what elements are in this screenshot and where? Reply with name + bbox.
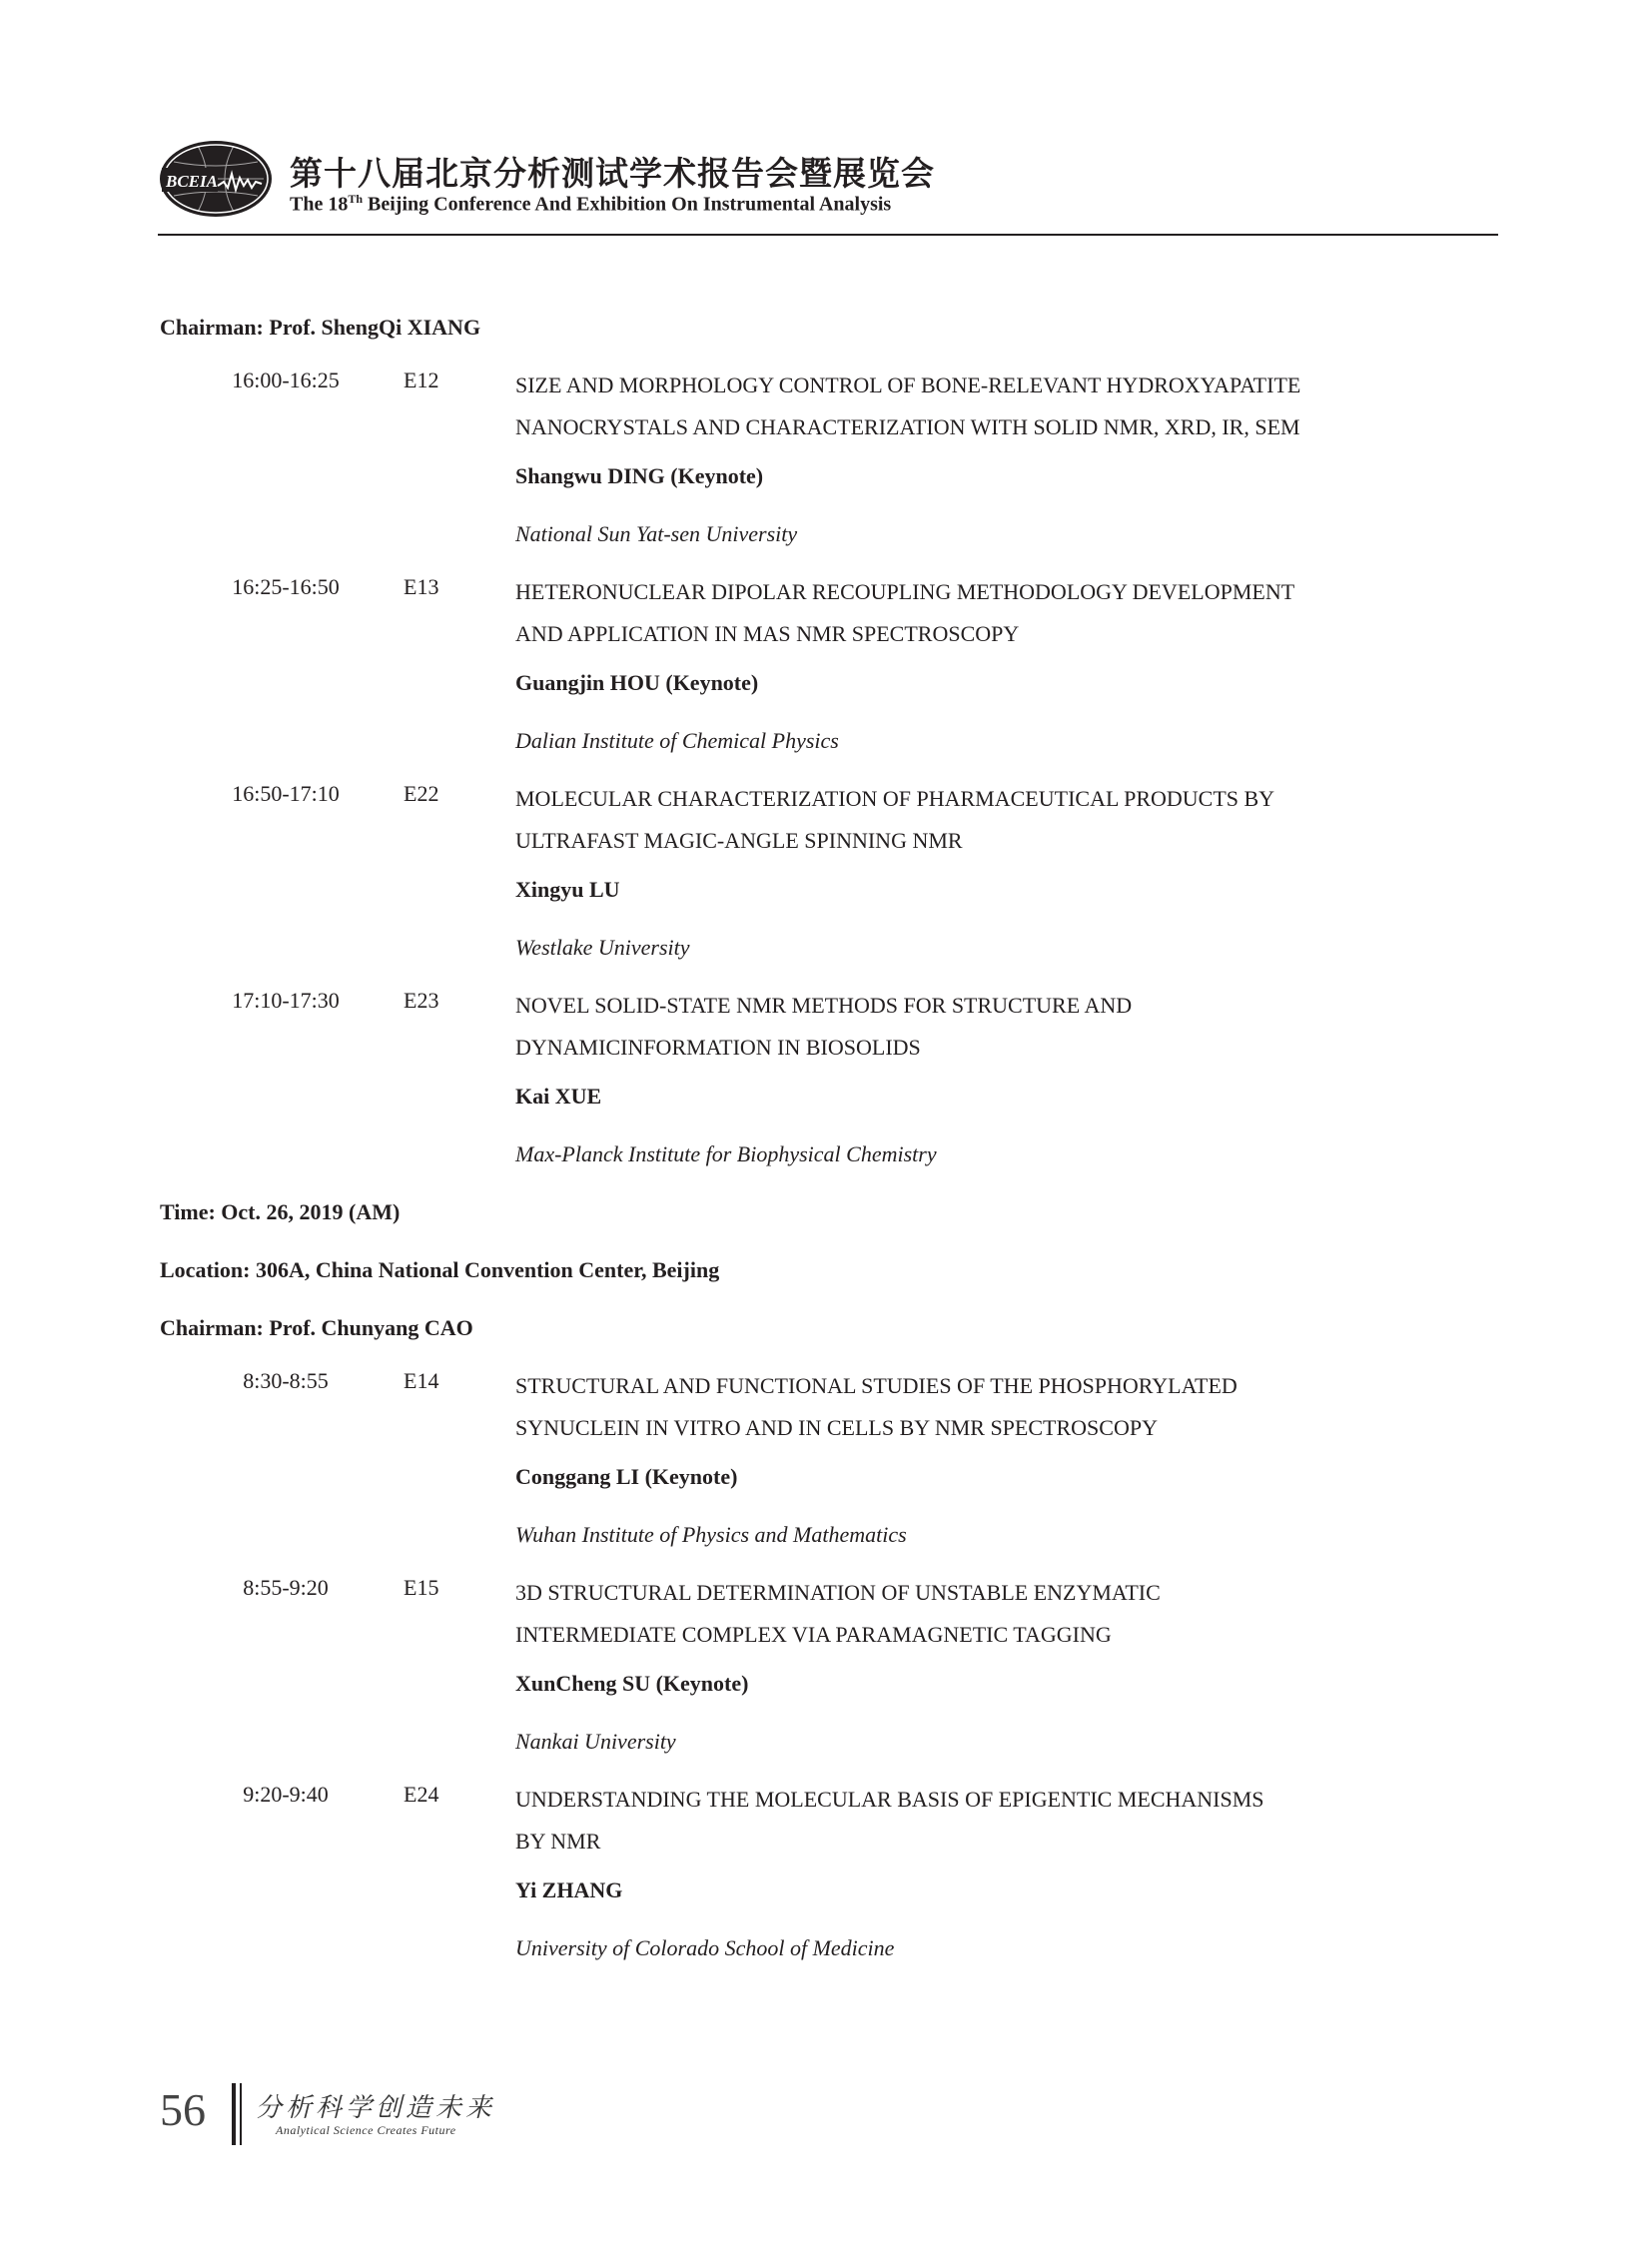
talk-item bbox=[160, 1572, 1458, 1784]
page-header bbox=[158, 138, 1498, 238]
talk-code: E23 bbox=[404, 988, 439, 1013]
talk-speaker: Kai XUE bbox=[515, 1084, 602, 1109]
talk-speaker: XunCheng SU (Keynote) bbox=[515, 1671, 749, 1696]
header-divider bbox=[158, 234, 1498, 236]
svg-text:BCEIA: BCEIA bbox=[166, 172, 218, 191]
talk-time: 16:00-16:25 bbox=[232, 368, 340, 392]
talk-code: E12 bbox=[404, 368, 439, 392]
talk-item bbox=[160, 1779, 1458, 1990]
page-number: 56 bbox=[160, 2084, 206, 2135]
talk-item bbox=[160, 1365, 1458, 1577]
program-content bbox=[160, 312, 1458, 1990]
talk-item bbox=[160, 985, 1458, 1196]
talk-code: E14 bbox=[404, 1368, 439, 1393]
talk-affiliation: Nankai University bbox=[515, 1729, 676, 1754]
session-chairman: Chairman: Prof. ShengQi XIANG bbox=[160, 315, 481, 340]
bceia-logo-icon bbox=[158, 138, 278, 220]
talk-time: 8:55-9:20 bbox=[243, 1575, 329, 1600]
talk-speaker: Shangwu DING (Keynote) bbox=[515, 463, 764, 488]
talk-title: UNDERSTANDING THE MOLECULAR BASIS OF EPIGENTIC MECHANISMS BY NMR bbox=[515, 1787, 1264, 1854]
conference-title-cn: 第十八届北京分析测试学术报告会暨展览会 bbox=[290, 154, 935, 193]
talk-speaker: Xingyu LU bbox=[515, 877, 620, 902]
talk-item bbox=[160, 571, 1458, 783]
talk-title: HETERONUCLEAR DIPOLAR RECOUPLING METHODOLOGY DEVELOPMENT AND APPLICATION IN MAS NMR SPECTROSCOPY bbox=[515, 579, 1295, 646]
talk-speaker: Conggang LI (Keynote) bbox=[515, 1464, 738, 1489]
talk-item bbox=[160, 778, 1458, 990]
talk-code: E13 bbox=[404, 574, 439, 599]
talk-affiliation: National Sun Yat-sen University bbox=[515, 521, 798, 546]
talk-speaker: Guangjin HOU (Keynote) bbox=[515, 670, 759, 695]
conference-title-en: The 18Th Beijing Conference And Exhibition On Instrumental Analysis bbox=[290, 192, 892, 216]
talk-time: 9:20-9:40 bbox=[243, 1782, 329, 1807]
session-location: Location: 306A, China National Convention Center, Beijing bbox=[160, 1257, 720, 1282]
talk-affiliation: University of Colorado School of Medicine bbox=[515, 1935, 895, 1960]
talk-title: 3D STRUCTURAL DETERMINATION OF UNSTABLE ENZYMATIC INTERMEDIATE COMPLEX VIA PARAMAGNETIC TAGGING bbox=[515, 1580, 1161, 1647]
talk-title: MOLECULAR CHARACTERIZATION OF PHARMACEUTICAL PRODUCTS BY ULTRAFAST MAGIC-ANGLE SPINNING NMR bbox=[515, 786, 1275, 853]
talk-affiliation: Max-Planck Institute for Biophysical Chemistry bbox=[515, 1141, 937, 1166]
talk-item bbox=[160, 365, 1458, 576]
talk-title: NOVEL SOLID-STATE NMR METHODS FOR STRUCTURE AND DYNAMICINFORMATION IN BIOSOLIDS bbox=[515, 993, 1133, 1060]
talk-code: E15 bbox=[404, 1575, 439, 1600]
talk-time: 17:10-17:30 bbox=[232, 988, 340, 1013]
talk-time: 16:25-16:50 bbox=[232, 574, 340, 599]
talk-code: E22 bbox=[404, 781, 439, 806]
footer-slogan-en: Analytical Science Creates Future bbox=[276, 2123, 456, 2137]
session-time: Time: Oct. 26, 2019 (AM) bbox=[160, 1199, 401, 1224]
talk-speaker: Yi ZHANG bbox=[515, 1877, 623, 1902]
talk-affiliation: Wuhan Institute of Physics and Mathematics bbox=[515, 1522, 907, 1547]
page-footer bbox=[160, 2079, 659, 2149]
talk-title: SIZE AND MORPHOLOGY CONTROL OF BONE-RELEVANT HYDROXYAPATITE NANOCRYSTALS AND CHARACTERIZATION WITH SOLID NMR, XRD, IR, SEM bbox=[515, 373, 1301, 439]
footer-divider bbox=[240, 2083, 242, 2145]
talk-affiliation: Dalian Institute of Chemical Physics bbox=[515, 728, 839, 753]
talk-time: 16:50-17:10 bbox=[232, 781, 340, 806]
session-chairman: Chairman: Prof. Chunyang CAO bbox=[160, 1315, 473, 1340]
footer-slogan-cn: 分析科学创造未来 bbox=[256, 2093, 496, 2123]
footer-divider bbox=[232, 2083, 236, 2145]
talk-title: STRUCTURAL AND FUNCTIONAL STUDIES OF THE PHOSPHORYLATED SYNUCLEIN IN VITRO AND IN CELLS BY NMR SPECTROSCOPY bbox=[515, 1373, 1238, 1440]
talk-time: 8:30-8:55 bbox=[243, 1368, 329, 1393]
talk-affiliation: Westlake University bbox=[515, 935, 690, 960]
talk-code: E24 bbox=[404, 1782, 439, 1807]
